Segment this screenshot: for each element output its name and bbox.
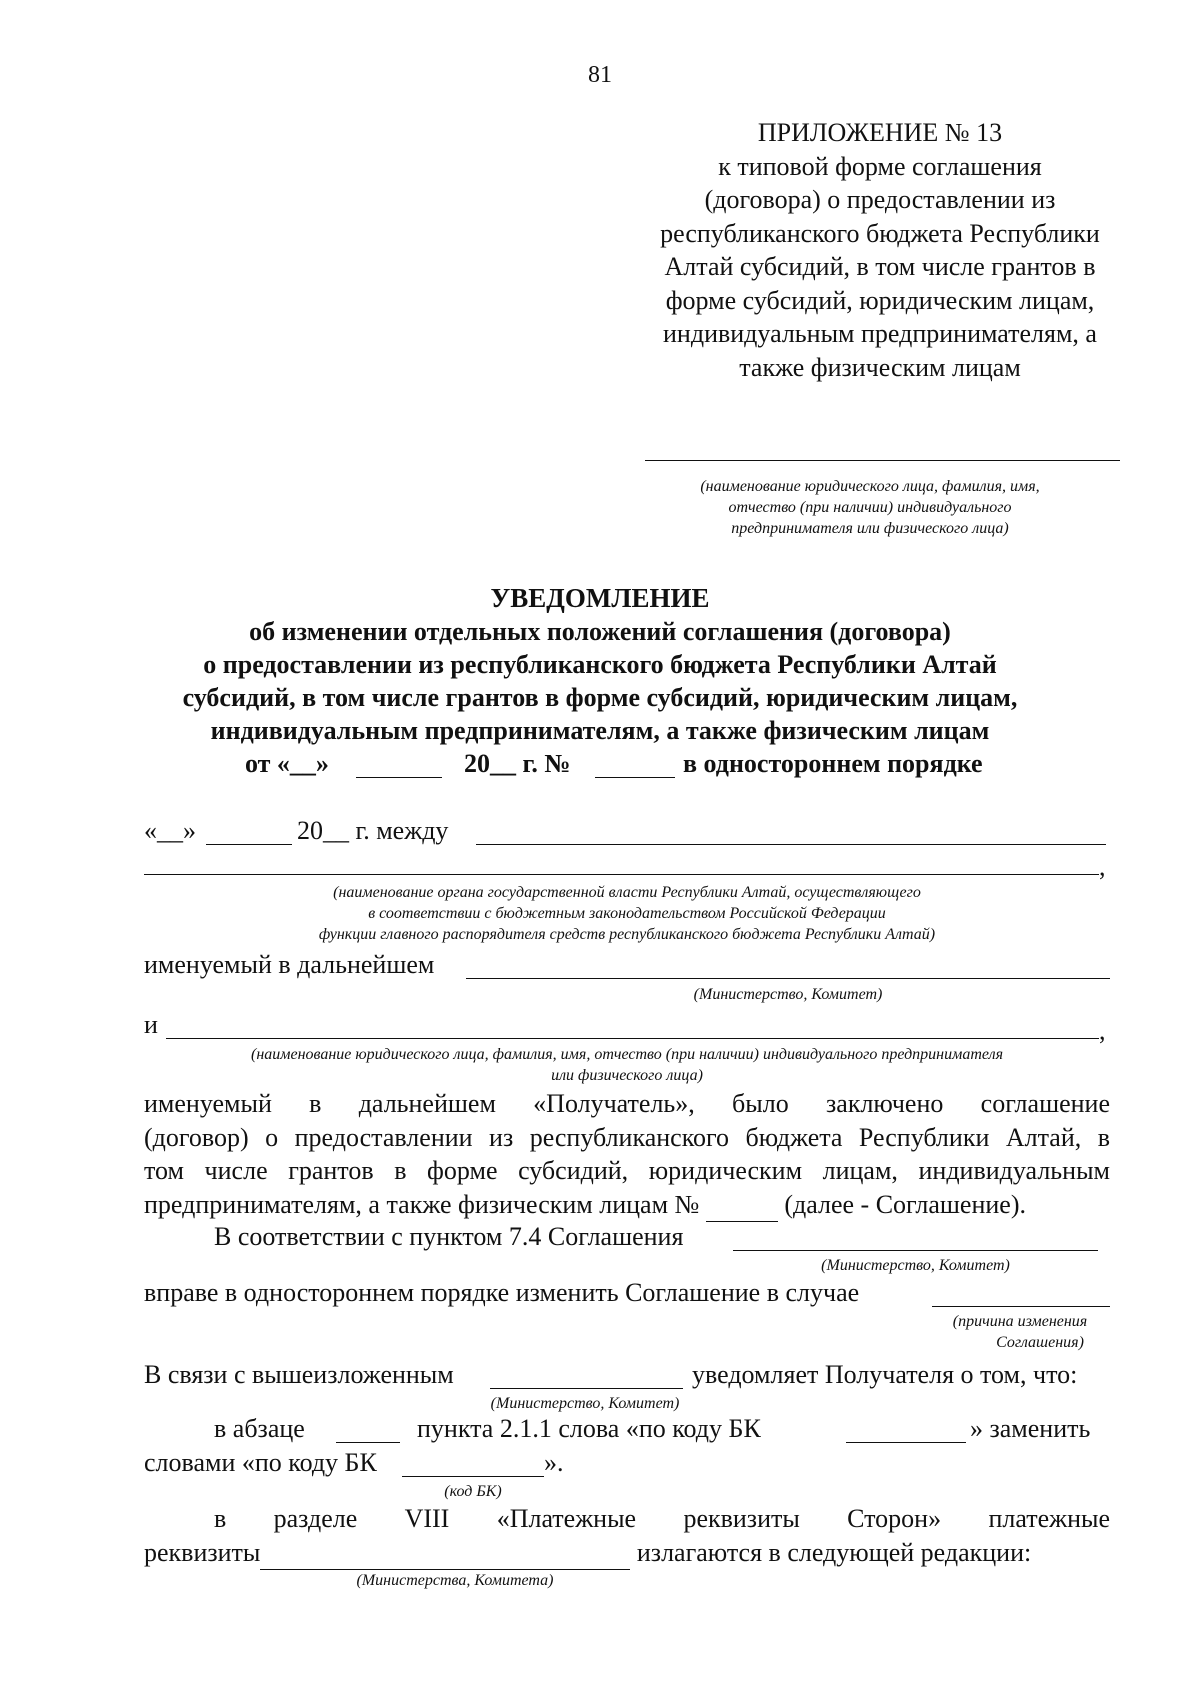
entity-name-field[interactable] [166, 1038, 1099, 1039]
clause-7-4: В соответствии с пунктом 7.4 Соглашения [214, 1222, 684, 1251]
paragraph-line: (договор) о предоставлении из республиканского бюджета Республики Алтай, в [144, 1122, 1110, 1152]
entity-caption [144, 1044, 1110, 1086]
caption-line: Соглашения) [996, 1334, 1084, 1351]
section-viii-line2-end: излагаются в следующей редакции: [636, 1537, 1032, 1567]
unilateral-change: вправе в одностороннем порядке изменить Соглашение в случае [144, 1278, 860, 1307]
comma: , [1099, 852, 1106, 881]
section-viii-line2-start: реквизиты [144, 1537, 261, 1567]
caption-line: (наименование юридического лица, фамилия, имя, [700, 478, 1040, 495]
caption-line: (причина изменения [952, 1313, 1088, 1330]
title-date-month-field[interactable] [356, 777, 442, 778]
title-main: УВЕДОМЛЕНИЕ [490, 583, 710, 613]
reason-caption [900, 1311, 1140, 1353]
appendix-line: республиканского бюджета Республики [660, 218, 1100, 248]
paragraph-2-1-1-end: » заменить [970, 1414, 1091, 1443]
paragraph-2-1-1-start: в абзаце [214, 1414, 305, 1443]
title-line: индивидуальным предпринимателям, а также физическим лицам [210, 716, 990, 745]
paragraph-line [144, 1188, 1110, 1223]
comma: , [1099, 1016, 1106, 1045]
title-number-field[interactable] [595, 777, 675, 778]
paragraph-line: именуемый в дальнейшем «Получатель», было заключено соглашение [144, 1089, 1110, 1118]
authority-field[interactable] [476, 844, 1106, 845]
paragraph-2-1-1-line2-end: ». [544, 1448, 564, 1477]
caption-line: отчество (при наличии) индивидуального [728, 499, 1012, 516]
requisites-ministry-field[interactable] [260, 1536, 630, 1571]
in-connection-start: В связи с вышеизложенным [144, 1360, 454, 1389]
paragraph-number-field[interactable] [336, 1442, 400, 1443]
caption-line: (наименование юридического лица, фамилия, имя, отчество (при наличии) индивидуального предпринимателя [251, 1046, 1003, 1063]
page-number: 81 [588, 62, 612, 88]
appendix-line: индивидуальным предпринимателям, а [663, 319, 1097, 348]
ministry-caption: (Министерство, Комитет) [693, 986, 883, 1003]
date-open: «__» [144, 816, 196, 845]
paragraph-2-1-1-line2-start: словами «по коду БК [144, 1448, 377, 1477]
section-viii-line: в разделе VIII «Платежные реквизиты Сторон» платежные [214, 1504, 1110, 1533]
named-further: именуемый в дальнейшем [144, 950, 435, 979]
section-viii [144, 1502, 1110, 1570]
appendix-line: форме субсидий, юридическим лицам, [665, 285, 1095, 315]
agreement-paragraph [144, 1087, 1110, 1222]
title-date-from: от «__» [245, 749, 329, 778]
ministry-caption-2: (Министерство, Комитет) [821, 1257, 1010, 1274]
recipient-name-field[interactable] [645, 460, 1120, 461]
caption-line: в соответствии с бюджетным законодательством Российской Федерации [368, 905, 886, 922]
agreement-number-field[interactable] [706, 1188, 778, 1223]
and-word: и [144, 1010, 158, 1039]
title-line: о предоставлении из республиканского бюджета Республики Алтай [203, 650, 997, 679]
appendix-header [620, 116, 1140, 384]
authority-field-line-2[interactable] [144, 874, 1099, 875]
ministry-caption-3: (Министерство, Комитет) [490, 1395, 680, 1412]
caption-line: функции главного распорядителя средств республиканского бюджета Республики Алтай) [318, 926, 936, 943]
appendix-line: также физическим лицам [739, 352, 1021, 382]
title-order: в одностороннем порядке [683, 749, 983, 778]
title-line: субсидий, в том числе грантов в форме субсидий, юридическим лицам, [182, 683, 1018, 712]
caption-line: (наименование органа государственной власти Республики Алтай, осуществляющего [333, 884, 921, 901]
caption-line: предпринимателя или физического лица) [731, 520, 1009, 537]
appendix-line: Алтай субсидий, в том числе грантов в [664, 252, 1096, 281]
document-title [100, 582, 1100, 747]
appendix-line: (договора) о предоставлении из [704, 185, 1056, 214]
paragraph-2-1-1-mid: пункта 2.1.1 слова «по коду БК [417, 1414, 761, 1443]
reason-field[interactable] [932, 1306, 1110, 1307]
authority-caption [144, 882, 1110, 945]
section-viii-line [144, 1536, 1110, 1571]
paragraph-line4-start: предпринимателям, а также физическим лицам № [144, 1189, 700, 1219]
appendix-line: к типовой форме соглашения [718, 151, 1042, 181]
ministry-caption-4: (Министерства, Комитета) [356, 1572, 554, 1589]
caption-line: или физического лица) [551, 1067, 703, 1084]
ministry-name-field-3[interactable] [490, 1388, 683, 1389]
bk-caption: (код БК) [444, 1483, 502, 1500]
in-connection-end: уведомляет Получателя о том, что: [692, 1360, 1078, 1389]
title-line: об изменении отдельных положений соглашения (договора) [249, 617, 951, 646]
title-date-year: 20__ г. № [464, 749, 571, 778]
recipient-caption [620, 476, 1120, 539]
ministry-name-field-2[interactable] [733, 1250, 1098, 1251]
ministry-name-field[interactable] [466, 978, 1110, 979]
paragraph-line: том числе грантов в форме субсидий, юридическим лицам, индивидуальным [144, 1156, 1110, 1185]
appendix-line: ПРИЛОЖЕНИЕ № 13 [757, 118, 1003, 147]
new-bk-code-field[interactable] [402, 1476, 544, 1477]
old-bk-code-field[interactable] [846, 1442, 966, 1443]
date-year-between: 20__ г. между [297, 816, 449, 845]
paragraph-line4-end: (далее - Соглашение). [784, 1189, 1026, 1219]
date-month-field[interactable] [206, 844, 292, 845]
